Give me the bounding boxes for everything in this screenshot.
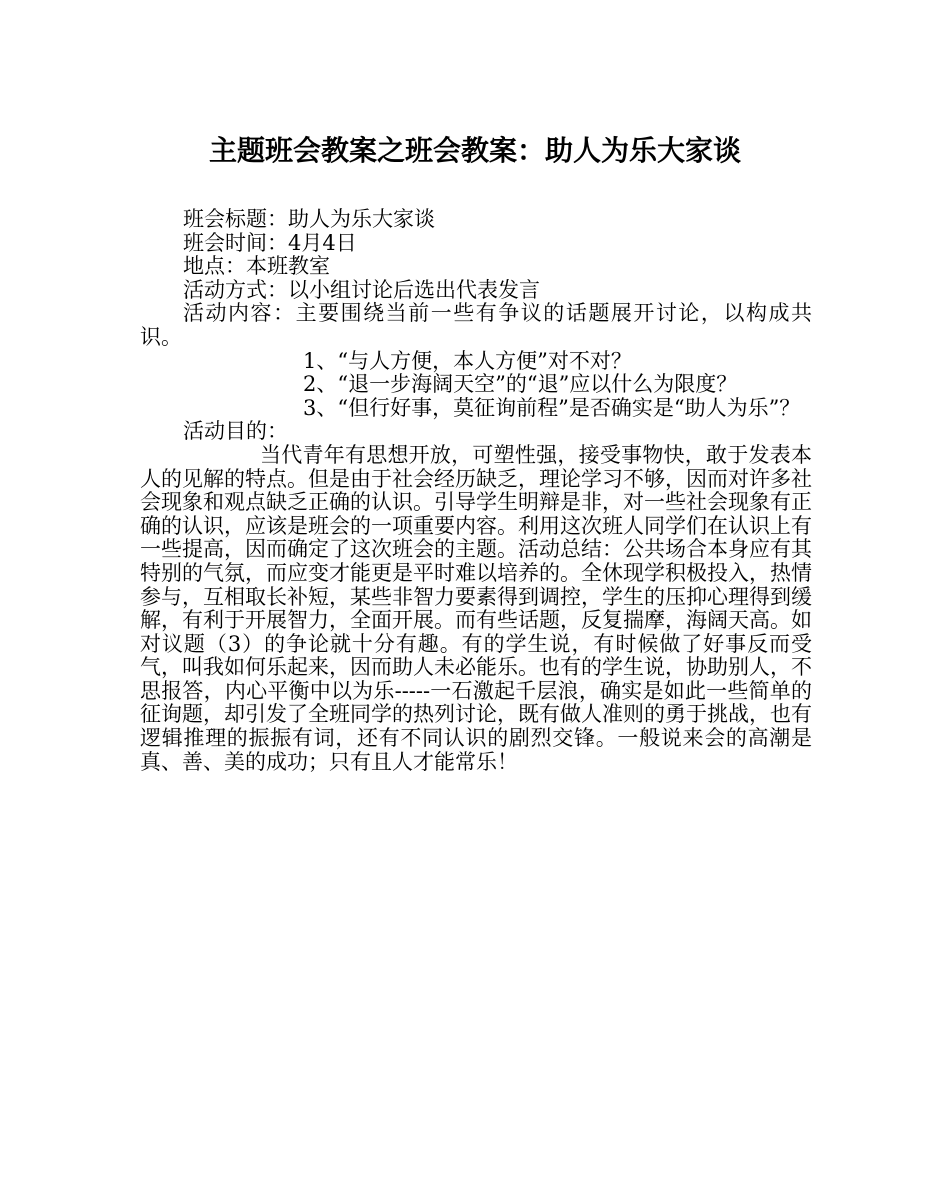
field-class-title: 班会标题：助人为乐大家谈	[183, 207, 435, 231]
question-item: 2、“退一步海阔天空”的“退”应以什么为限度？	[303, 372, 738, 397]
purpose-label: 活动目的：	[183, 419, 288, 444]
field-activity-method: 活动方式：以小组讨论后选出代表发言	[183, 277, 540, 302]
field-class-time: 班会时间：4月4日	[183, 230, 357, 255]
question-item: 3、“但行好事，莫征询前程”是否确实是“助人为乐”？	[303, 395, 801, 420]
document-title: 主题班会教案之班会教案：助人为乐大家谈	[208, 134, 741, 167]
field-activity-content: 活动内容：主要围绕当前一些有争议的话题展开讨论，以构成共识。	[140, 301, 812, 349]
purpose-paragraph: 当代青年有思想开放，可塑性强，接受事物快，敢于发表本人的见解的特点。但是由于社会经历缺乏，理论学习不够，因而对许多社会现象和观点缺乏正确的认识。引导学生明辩是非，对一些社会现象有正确的认识，应该是班会的一项重要内容。利用这次班人同学们在认识上有一些提高，因而确定了这次班会的主题。活动总结：公共场合本身应有其特别的气氛，而应变才能更是平时难以培养的。全休现学积极投入，热情参与，互相取长补短，某些非智力要素得到调控，学生的压抑心理得到缓解，有利于开展智力，全面开展。而有些话题，反复揣摩，海阔天高。如对议题（3）的争论就十分有趣。有的学生说，有时候做了好事反而受气，叫我如何乐起来，因而助人未必能乐。也有的学生说，协助别人，不思报答，内心平衡中以为乐-----一石激起千层浪，确实是如此一些简单的征询题，却引发了全班同学的热列讨论，既有做人准则的勇于挑战，也有逻辑推理的振振有词，还有不同认识的剧烈交锋。一般说来会的高潮是真、善、美的成功；只有且人才能常乐！	[140, 442, 812, 774]
field-location: 地点：本班教室	[183, 254, 330, 279]
document-body	[140, 208, 812, 774]
question-item: 1、“与人方便，本人方便”对不对？	[303, 348, 632, 373]
